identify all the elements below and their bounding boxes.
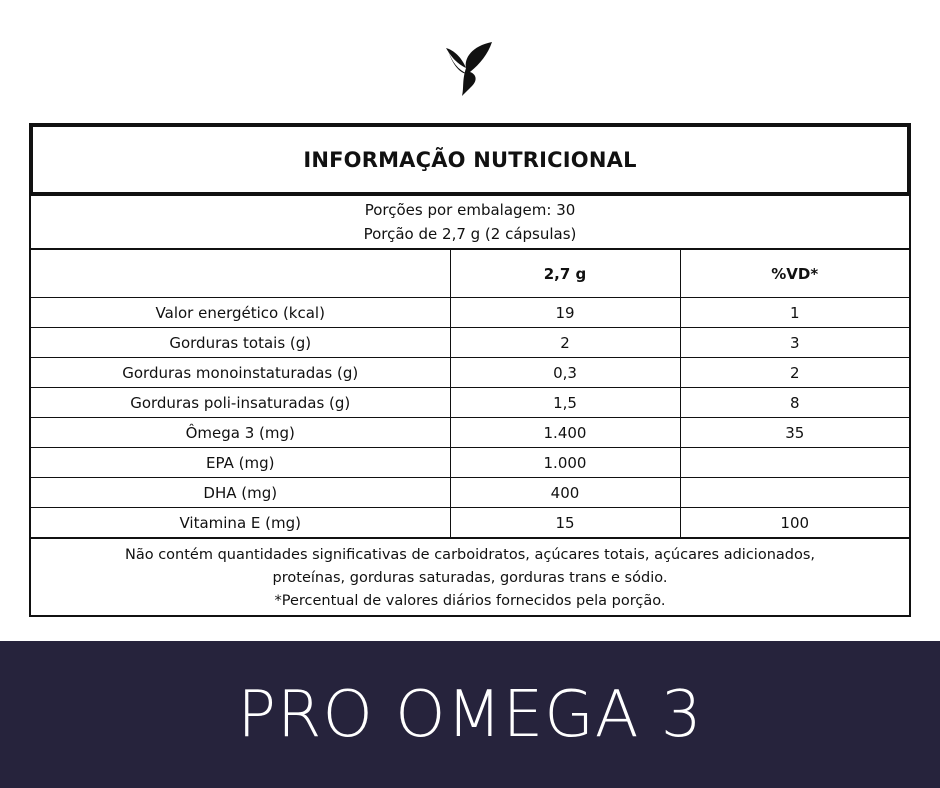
servings-per-package: Porções por embalagem: 30 xyxy=(364,201,576,219)
nutrient-vd xyxy=(680,448,909,478)
nutrient-amount: 1,5 xyxy=(450,388,680,418)
footnote-line: Não contém quantidades significativas de carboidratos, açúcares totais, açúcares adicionados, xyxy=(124,547,816,563)
nutrient-amount: 1.400 xyxy=(450,418,680,448)
nutrient-vd xyxy=(680,478,909,508)
nutrient-amount: 19 xyxy=(450,298,680,328)
nutrient-amount: 0,3 xyxy=(450,358,680,388)
table-row xyxy=(31,418,909,448)
nutrition-panel xyxy=(29,123,911,617)
nutrient-name: Valor energético (kcal) xyxy=(31,298,450,328)
nutrient-name: Ômega 3 (mg) xyxy=(31,418,450,448)
footnote-line: proteínas, gorduras saturadas, gorduras trans e sódio. xyxy=(272,570,668,586)
nutrient-amount: 2 xyxy=(450,328,680,358)
nutrient-name: DHA (mg) xyxy=(31,478,450,508)
nutrient-vd: 100 xyxy=(680,508,909,539)
nutrient-vd: 1 xyxy=(680,298,909,328)
table-row xyxy=(31,298,909,328)
table-row xyxy=(31,328,909,358)
nutrient-vd: 2 xyxy=(680,358,909,388)
nutrient-amount: 400 xyxy=(450,478,680,508)
table-row xyxy=(31,358,909,388)
header-label xyxy=(31,250,450,298)
nutrient-vd: 8 xyxy=(680,388,909,418)
nutrient-amount: 1.000 xyxy=(450,448,680,478)
footnotes xyxy=(31,542,909,615)
nutrient-name: Gorduras totais (g) xyxy=(31,328,450,358)
nutrient-amount: 15 xyxy=(450,508,680,539)
header-vd: %VD* xyxy=(680,250,909,298)
nutrient-name: Gorduras monoinstaturadas (g) xyxy=(31,358,450,388)
portion-info xyxy=(31,196,909,250)
nutrient-name: EPA (mg) xyxy=(31,448,450,478)
serving-size: Porção de 2,7 g (2 cápsulas) xyxy=(363,225,577,243)
leaf-bird-logo-icon xyxy=(444,40,496,98)
table-row xyxy=(31,448,909,478)
product-name: PRO OMEGA 3 xyxy=(237,677,703,752)
footnote-line: *Percentual de valores diários fornecidos pela porção. xyxy=(274,593,666,609)
panel-title: INFORMAÇÃO NUTRICIONAL xyxy=(29,123,911,196)
table-row xyxy=(31,478,909,508)
header-serving: 2,7 g xyxy=(450,250,680,298)
nutrition-table xyxy=(31,250,909,539)
nutrient-vd: 35 xyxy=(680,418,909,448)
table-row xyxy=(31,388,909,418)
nutrient-vd: 3 xyxy=(680,328,909,358)
product-banner xyxy=(0,641,940,788)
nutrient-name: Gorduras poli-insaturadas (g) xyxy=(31,388,450,418)
table-row xyxy=(31,508,909,539)
nutrient-name: Vitamina E (mg) xyxy=(31,508,450,539)
table-header-row xyxy=(31,250,909,298)
